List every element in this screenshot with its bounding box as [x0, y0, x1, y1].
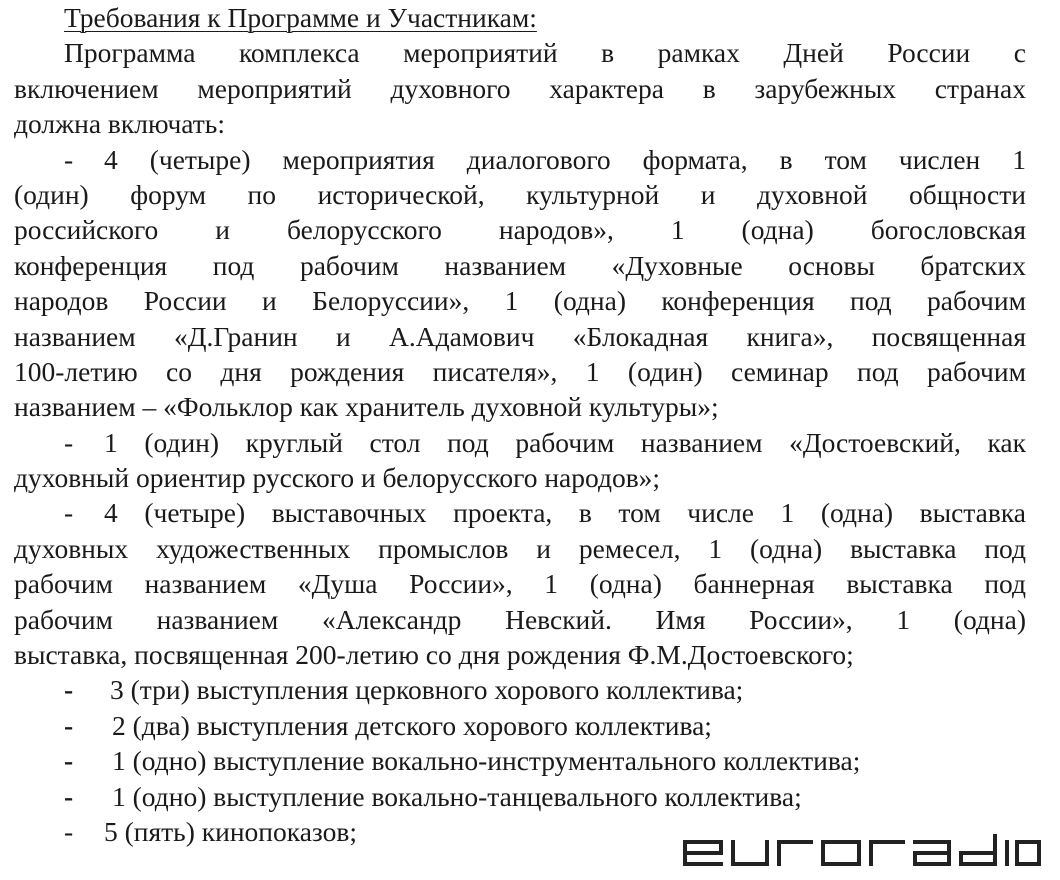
bullet-dash: - — [64, 815, 74, 847]
list-item-line — [14, 672, 1026, 707]
list-item-line: духовный ориентир русского и белорусского народов»; — [14, 462, 661, 494]
list-item-line: названием «Д.Гранин и А.Адамович «Блокадная книга», посвященная — [14, 320, 1026, 352]
bullet-dash: - — [64, 143, 74, 175]
list-item-line — [14, 142, 1026, 177]
list-item-line — [14, 425, 1026, 460]
list-item-line: названием – «Фольклор как хранитель духовной культуры»; — [14, 391, 719, 423]
intro-line: должна включать: — [14, 108, 225, 140]
bullet-dash: - — [64, 709, 74, 741]
list-item-line: выставка, посвященная 200-летию со дня рождения Ф.М.Достоевского; — [14, 639, 854, 671]
document-page — [14, 0, 1026, 849]
section-heading: Требования к Программе и Участникам: — [64, 2, 537, 33]
list-item-text: 4 (четыре) мероприятия диалогового формата, в том числен 1 — [104, 143, 1026, 175]
list-item-line: рабочим названием «Александр Невский. Имя России», 1 (одна) — [14, 603, 1026, 635]
list-item-text: 1 (одно) выступление вокально-танцевального коллектива; — [112, 780, 802, 812]
bullet-dash: - — [64, 497, 74, 529]
bullet-dash: - — [64, 426, 74, 458]
bullet-dash: - — [64, 745, 74, 777]
bullet-dash: - — [64, 674, 74, 706]
intro-line: Программа комплекса мероприятий в рамках Дней России с — [64, 37, 1026, 69]
list-item-text: 3 (три) выступления церковного хорового коллектива; — [110, 674, 744, 706]
list-item-text: 2 (два) выступления детского хорового коллектива; — [112, 709, 712, 741]
list-item-text: 5 (пять) кинопоказов; — [104, 815, 357, 847]
list-item-line: (один) форум по исторической, культурной и духовной общности — [14, 178, 1026, 210]
list-item-text: 1 (один) круглый стол под рабочим названием «Достоевский, как — [104, 426, 1026, 458]
list-item-text: 1 (одно) выступление вокально-инструментального коллектива; — [112, 745, 861, 777]
list-item-line — [14, 743, 1026, 778]
list-item-line — [14, 708, 1026, 743]
list-item-line — [14, 495, 1026, 530]
list-item-line: конференция под рабочим названием «Духовные основы братских — [14, 249, 1026, 281]
list-item-text: 4 (четыре) выставочных проекта, в том числе 1 (одна) выставка — [104, 497, 1026, 529]
list-item-line: народов России и Белоруссии», 1 (одна) конференция под рабочим — [14, 285, 1026, 317]
list-item-line: российского и белорусского народов», 1 (одна) богословская — [14, 214, 1026, 246]
bullet-dash: - — [64, 780, 74, 812]
euroradio-logo — [683, 834, 1043, 870]
intro-line: включением мероприятий духовного характера в зарубежных странах — [14, 72, 1026, 104]
list-item-line — [14, 779, 1026, 814]
list-item-line: 100-летию со дня рождения писателя», 1 (один) семинар под рабочим — [14, 355, 1026, 387]
list-item-line: рабочим названием «Душа России», 1 (одна) баннерная выставка под — [14, 568, 1026, 600]
list-item-line: духовных художественных промыслов и ремесел, 1 (одна) выставка под — [14, 532, 1026, 564]
